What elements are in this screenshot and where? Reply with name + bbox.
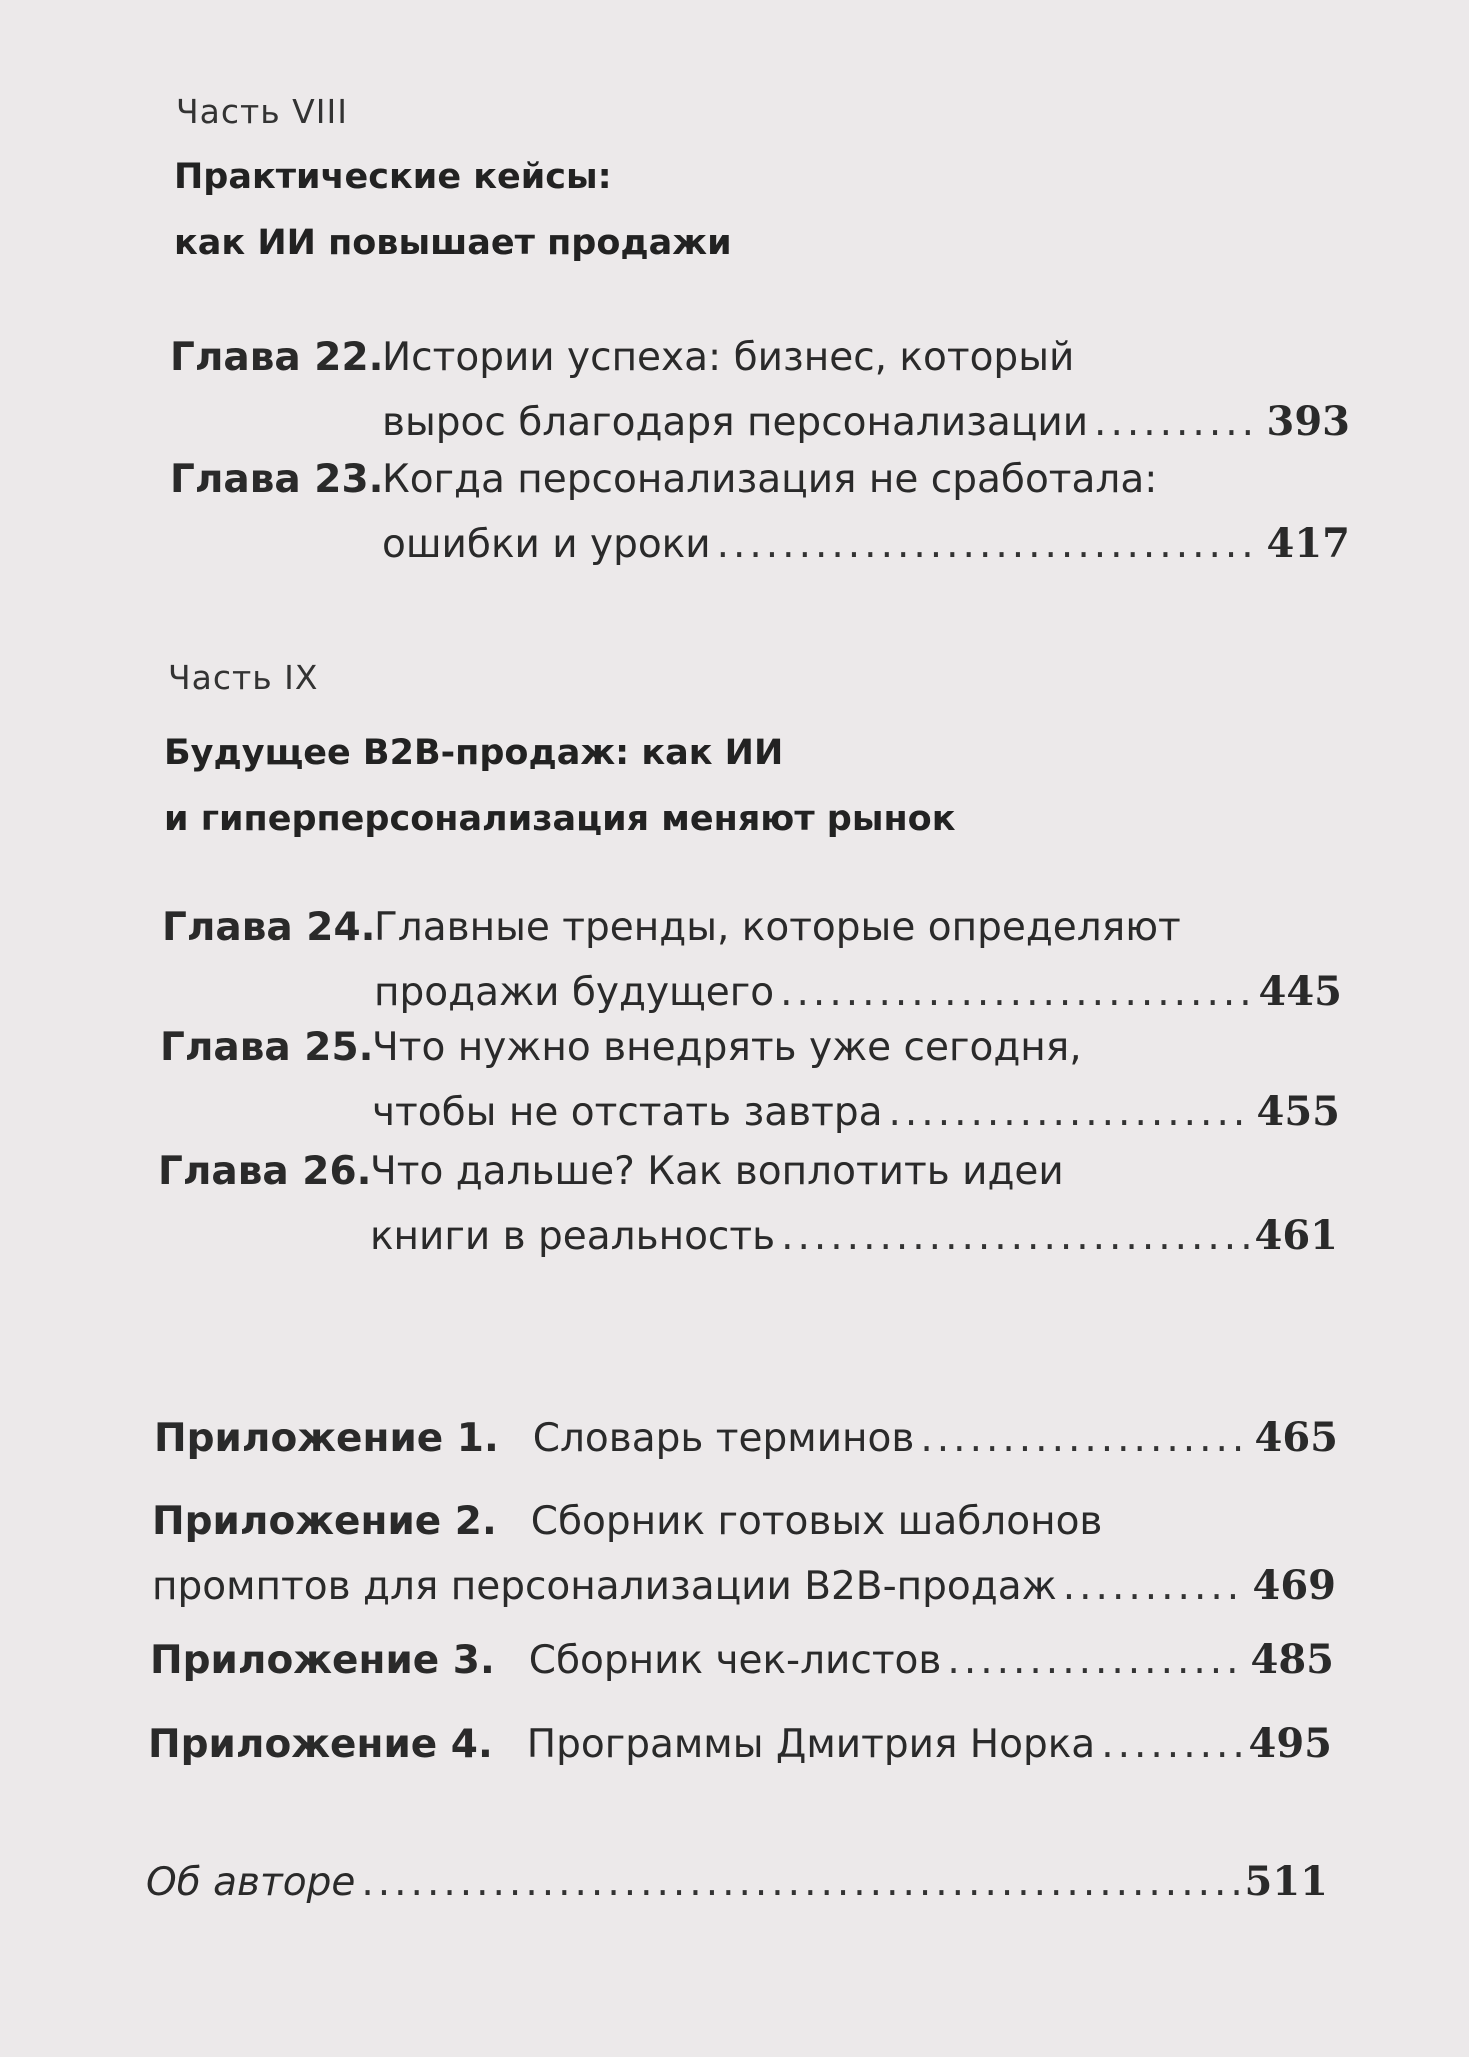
appendix-title: Сборник чек-листов (528, 1638, 942, 1683)
part-label: Часть VIII (176, 92, 348, 131)
page-number: 417 (1266, 520, 1350, 567)
leader-dots (1094, 391, 1260, 455)
chapter-title-text: вырос благодаря персонализации (382, 400, 1089, 445)
appendix-title: Словарь терминов (532, 1416, 915, 1461)
chapter-title-line-last (372, 1080, 1340, 1145)
page-number: 485 (1250, 1636, 1334, 1683)
toc-entry-appendix-1 (154, 1406, 1338, 1470)
toc-entry-appendix-4 (148, 1712, 1332, 1776)
chapter-title-text: книги в реальность (370, 1214, 776, 1259)
chapter-title-line: Что нужно внедрять уже сегодня, (372, 1025, 1082, 1070)
chapter-label: Глава 22. (170, 335, 384, 380)
appendix-label: Приложение 4. (148, 1722, 493, 1767)
page-number: 455 (1256, 1088, 1340, 1135)
toc-entry-appendix-3 (150, 1628, 1334, 1692)
toc-entry-chapter-24 (162, 896, 1342, 1024)
part-title-line: и гиперперсонализация меняют рынок (164, 799, 956, 839)
leader-dots (781, 1205, 1248, 1269)
chapter-title-line: Истории успеха: бизнес, который (382, 335, 1075, 380)
page-number: 469 (1252, 1562, 1336, 1609)
toc-entry-chapter-26 (158, 1140, 1338, 1268)
chapter-label: Глава 25. (160, 1025, 374, 1070)
chapter-title-line-last (382, 512, 1350, 577)
leader-dots (889, 1081, 1251, 1145)
about-author-title: Об авторе (146, 1860, 356, 1905)
page-number: 393 (1266, 398, 1350, 445)
chapter-title-line: Когда персонализация не сработала: (382, 457, 1158, 502)
chapter-title-text: продажи будущего (374, 970, 775, 1015)
leader-dots (1101, 1713, 1242, 1777)
chapter-title-line-last (370, 1204, 1338, 1269)
toc-entry-chapter-25 (160, 1016, 1340, 1144)
appendix-label: Приложение 1. (154, 1416, 499, 1461)
leader-dots (1063, 1555, 1247, 1619)
part-title (164, 720, 955, 852)
leader-dots (947, 1629, 1244, 1693)
chapter-title (382, 326, 1350, 455)
chapter-title-text: чтобы не отстать завтра (372, 1090, 883, 1135)
chapter-title-line: Главные тренды, которые определяют (374, 905, 1181, 950)
appendix-title-continued: промптов для персонализации B2B-продаж (152, 1564, 1057, 1609)
appendix-label: Приложение 2. (152, 1499, 497, 1544)
leader-dots (361, 1851, 1238, 1915)
page-number: 465 (1254, 1414, 1338, 1461)
page-number: 461 (1254, 1212, 1338, 1259)
chapter-title-line: Что дальше? Как воплотить идеи (370, 1149, 1064, 1194)
chapter-title (374, 896, 1342, 1025)
chapter-label: Глава 26. (158, 1149, 372, 1194)
page-number: 495 (1248, 1720, 1332, 1767)
chapter-title (370, 1140, 1338, 1269)
chapter-title (372, 1016, 1340, 1145)
page-number: 445 (1258, 968, 1342, 1015)
chapter-label: Глава 23. (170, 457, 384, 502)
chapter-title-text: ошибки и уроки (382, 522, 711, 567)
part-title-line: как ИИ повышает продажи (174, 223, 732, 263)
toc-entry-about-author (146, 1850, 1328, 1914)
leader-dots (717, 513, 1261, 577)
part-label: Часть IX (168, 658, 319, 697)
toc-entry-appendix-2 (152, 1490, 1336, 1618)
toc-entry-chapter-22 (170, 326, 1350, 454)
leader-dots (920, 1407, 1248, 1471)
chapter-label: Глава 24. (162, 905, 376, 950)
page-number: 511 (1244, 1858, 1328, 1905)
chapter-title (382, 448, 1350, 577)
part-title-line: Практические кейсы: (174, 157, 612, 197)
part-title (174, 144, 732, 276)
appendix-title: Программы Дмитрия Норка (526, 1722, 1096, 1767)
appendix-title: Сборник готовых шаблонов (530, 1499, 1103, 1544)
toc-entry-chapter-23 (170, 448, 1350, 576)
chapter-title-line-last (382, 390, 1350, 455)
appendix-label: Приложение 3. (150, 1638, 495, 1683)
part-title-line: Будущее B2B-продаж: как ИИ (164, 733, 784, 773)
